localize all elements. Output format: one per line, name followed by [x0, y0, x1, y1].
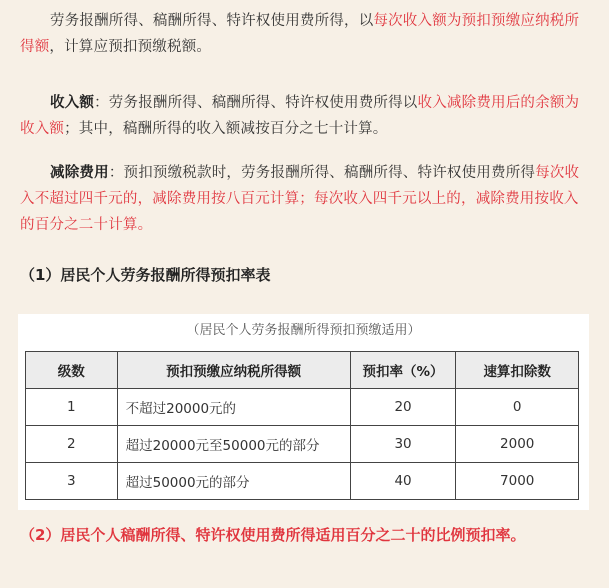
- heading-royalty-rate: （2）居民个人稿酬所得、特许权使用费所得适用百分之二十的比例预扣率。: [20, 526, 526, 544]
- cell-quick-deduction: 0: [456, 389, 579, 426]
- paragraph2-text1: ：劳务报酬所得、稿酬所得、特许权使用费所得以: [94, 95, 418, 111]
- cell-taxable-income: 超过50000元的部分: [117, 463, 350, 500]
- cell-rate: 20: [350, 389, 456, 426]
- rate-table-card: [18, 314, 589, 510]
- cell-taxable-income: 不超过20000元的: [117, 389, 350, 426]
- header-rate: 预扣率（%）: [350, 352, 456, 389]
- paragraph-deduction: [20, 160, 592, 238]
- cell-quick-deduction: 7000: [456, 463, 579, 500]
- table-header-row: [26, 352, 579, 389]
- header-taxable-income: 预扣预缴应纳税所得额: [117, 352, 350, 389]
- paragraph-withholding-basis: [20, 8, 592, 60]
- cell-taxable-income: 超过20000元至50000元的部分: [117, 426, 350, 463]
- paragraph-income-amount: [20, 90, 592, 142]
- heading-labor-rate-table: （1）居民个人劳务报酬所得预扣率表: [20, 266, 271, 284]
- header-quick-deduction: 速算扣除数: [456, 352, 579, 389]
- paragraph3-label: 减除费用: [50, 165, 109, 181]
- rate-table: [25, 351, 579, 500]
- cell-quick-deduction: 2000: [456, 426, 579, 463]
- paragraph2-highlight: 收入减除费用后的余额为收入额: [20, 95, 580, 137]
- cell-rate: 40: [350, 463, 456, 500]
- cell-level: 2: [26, 426, 118, 463]
- header-level: 级数: [26, 352, 118, 389]
- paragraph3-text1: ：预扣预缴税款时，劳务报酬所得、稿酬所得、特许权使用费所得: [108, 165, 536, 181]
- paragraph2-label: 收入额: [50, 95, 95, 111]
- cell-level: 1: [26, 389, 118, 426]
- cell-level: 3: [26, 463, 118, 500]
- paragraph3-highlight: 每次收入不超过四千元的，减除费用按八百元计算；每次收入四千元以上的，减除费用按收入的百分之二十计算。: [20, 165, 580, 233]
- paragraph1-highlight: 每次收入额为预扣预缴应纳税所得额: [20, 13, 580, 55]
- paragraph1-text1: 劳务报酬所得、稿酬所得、特许权使用费所得，以: [50, 13, 374, 29]
- paragraph1-text2: ，计算应预扣预缴税额。: [49, 39, 212, 55]
- table-caption: （居民个人劳务报酬所得预扣预缴适用）: [186, 323, 421, 338]
- table-row: [26, 389, 579, 426]
- table-row: [26, 463, 579, 500]
- table-row: [26, 426, 579, 463]
- cell-rate: 30: [350, 426, 456, 463]
- paragraph2-text2: ；其中，稿酬所得的收入额减按百分之七十计算。: [64, 121, 388, 137]
